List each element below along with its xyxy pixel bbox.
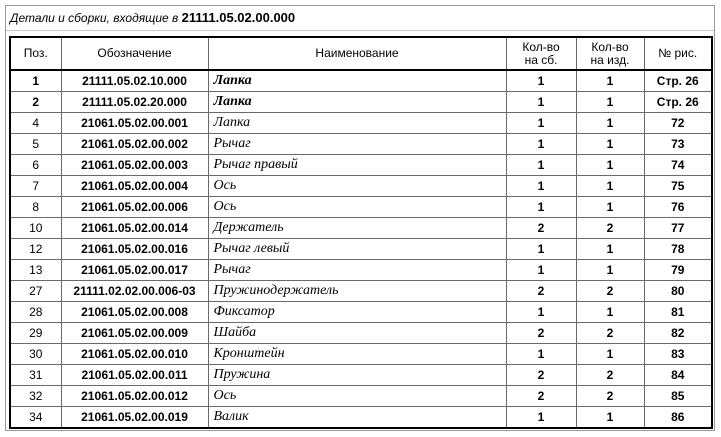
cell-name: Шайба <box>208 323 506 344</box>
table-row[interactable] <box>10 386 712 407</box>
col-header-qty-product-line1: Кол-во <box>591 39 629 54</box>
cell-fig: 77 <box>644 218 712 239</box>
parts-panel <box>5 5 715 431</box>
table-row[interactable] <box>10 323 712 344</box>
cell-fig: 84 <box>644 365 712 386</box>
cell-name: Ось <box>208 197 506 218</box>
table-header-row <box>10 37 712 70</box>
cell-qty-assembly: 2 <box>506 323 576 344</box>
cell-fig: 74 <box>644 155 712 176</box>
cell-pos: 28 <box>10 302 61 323</box>
col-header-designation[interactable]: Обозначение <box>61 37 208 70</box>
cell-qty-assembly: 1 <box>506 155 576 176</box>
cell-name: Рычаг правый <box>208 155 506 176</box>
cell-fig: 72 <box>644 113 712 134</box>
cell-pos: 32 <box>10 386 61 407</box>
cell-qty-assembly: 1 <box>506 70 576 92</box>
cell-name: Валик <box>208 407 506 429</box>
cell-fig: 85 <box>644 386 712 407</box>
cell-qty-product: 1 <box>576 176 644 197</box>
cell-qty-product: 1 <box>576 113 644 134</box>
cell-pos: 12 <box>10 239 61 260</box>
cell-qty-assembly: 2 <box>506 386 576 407</box>
cell-designation: 21061.05.02.00.001 <box>61 113 208 134</box>
table-row[interactable] <box>10 218 712 239</box>
cell-designation: 21061.05.02.00.010 <box>61 344 208 365</box>
cell-qty-product: 2 <box>576 386 644 407</box>
cell-name: Лапка <box>208 70 506 92</box>
cell-qty-assembly: 1 <box>506 92 576 113</box>
assembly-code: 21111.05.02.00.000 <box>181 10 296 25</box>
cell-pos: 8 <box>10 197 61 218</box>
cell-pos: 6 <box>10 155 61 176</box>
cell-qty-assembly: 1 <box>506 344 576 365</box>
cell-qty-assembly: 2 <box>506 281 576 302</box>
cell-qty-assembly: 1 <box>506 239 576 260</box>
panel-header <box>6 6 714 31</box>
col-header-qty-assembly-line2: на сб. <box>524 52 558 67</box>
col-header-qty-assembly-line1: Кол-во <box>522 39 560 54</box>
cell-name: Рычаг левый <box>208 239 506 260</box>
table-row[interactable] <box>10 344 712 365</box>
cell-qty-assembly: 1 <box>506 260 576 281</box>
cell-qty-assembly: 2 <box>506 365 576 386</box>
cell-designation: 21061.05.02.00.002 <box>61 134 208 155</box>
cell-pos: 31 <box>10 365 61 386</box>
col-header-qty-product-line2: на изд. <box>590 52 630 67</box>
cell-pos: 2 <box>10 92 61 113</box>
col-header-pos[interactable]: Поз. <box>10 37 61 70</box>
cell-name: Держатель <box>208 218 506 239</box>
table-row[interactable] <box>10 260 712 281</box>
cell-name: Пружинодержатель <box>208 281 506 302</box>
table-row[interactable] <box>10 113 712 134</box>
cell-fig: 79 <box>644 260 712 281</box>
cell-qty-product: 1 <box>576 344 644 365</box>
cell-pos: 10 <box>10 218 61 239</box>
cell-pos: 30 <box>10 344 61 365</box>
cell-name: Лапка <box>208 113 506 134</box>
table-row[interactable] <box>10 365 712 386</box>
cell-fig: 81 <box>644 302 712 323</box>
cell-pos: 13 <box>10 260 61 281</box>
cell-fig: 82 <box>644 323 712 344</box>
col-header-qty-assembly[interactable] <box>506 37 576 70</box>
cell-designation: 21061.05.02.00.009 <box>61 323 208 344</box>
cell-pos: 4 <box>10 113 61 134</box>
cell-pos: 34 <box>10 407 61 429</box>
cell-designation: 21061.05.02.00.014 <box>61 218 208 239</box>
cell-qty-product: 2 <box>576 218 644 239</box>
cell-qty-assembly: 1 <box>506 176 576 197</box>
table-row[interactable] <box>10 197 712 218</box>
cell-fig: 86 <box>644 407 712 429</box>
cell-designation: 21061.05.02.00.012 <box>61 386 208 407</box>
cell-fig: 73 <box>644 134 712 155</box>
cell-designation: 21061.05.02.00.011 <box>61 365 208 386</box>
table-row[interactable] <box>10 302 712 323</box>
cell-qty-product: 1 <box>576 155 644 176</box>
cell-pos: 29 <box>10 323 61 344</box>
cell-designation: 21061.05.02.00.019 <box>61 407 208 429</box>
table-row[interactable] <box>10 176 712 197</box>
cell-designation: 21111.05.02.10.000 <box>61 70 208 92</box>
cell-designation: 21061.05.02.00.016 <box>61 239 208 260</box>
cell-qty-assembly: 1 <box>506 113 576 134</box>
cell-pos: 1 <box>10 70 61 92</box>
cell-qty-assembly: 1 <box>506 134 576 155</box>
table-row[interactable] <box>10 407 712 429</box>
table-row[interactable] <box>10 239 712 260</box>
table-row[interactable] <box>10 92 712 113</box>
cell-fig: 76 <box>644 197 712 218</box>
cell-name: Рычаг <box>208 260 506 281</box>
header-prefix: Детали и сборки, входящие в <box>10 11 182 25</box>
cell-name: Ось <box>208 386 506 407</box>
cell-qty-product: 2 <box>576 365 644 386</box>
cell-qty-product: 1 <box>576 197 644 218</box>
cell-qty-product: 1 <box>576 70 644 92</box>
cell-designation: 21061.05.02.00.017 <box>61 260 208 281</box>
cell-pos: 7 <box>10 176 61 197</box>
cell-qty-product: 1 <box>576 239 644 260</box>
cell-qty-product: 1 <box>576 92 644 113</box>
parts-table <box>9 36 713 429</box>
cell-qty-product: 2 <box>576 323 644 344</box>
cell-qty-product: 1 <box>576 260 644 281</box>
cell-fig: Стр. 26 <box>644 70 712 92</box>
cell-name: Рычаг <box>208 134 506 155</box>
cell-qty-assembly: 1 <box>506 407 576 429</box>
cell-qty-product: 1 <box>576 134 644 155</box>
cell-fig: 83 <box>644 344 712 365</box>
cell-name: Кронштейн <box>208 344 506 365</box>
table-row[interactable] <box>10 281 712 302</box>
cell-designation: 21111.05.02.20.000 <box>61 92 208 113</box>
cell-designation: 21111.02.02.00.006-03 <box>61 281 208 302</box>
cell-name: Ось <box>208 176 506 197</box>
table-row[interactable] <box>10 134 712 155</box>
cell-name: Пружина <box>208 365 506 386</box>
cell-qty-product: 1 <box>576 302 644 323</box>
cell-designation: 21061.05.02.00.004 <box>61 176 208 197</box>
col-header-fig[interactable]: № рис. <box>644 37 712 70</box>
cell-designation: 21061.05.02.00.008 <box>61 302 208 323</box>
col-header-name[interactable]: Наименование <box>208 37 506 70</box>
cell-name: Фиксатор <box>208 302 506 323</box>
parts-table-wrap <box>9 36 711 429</box>
table-row[interactable] <box>10 155 712 176</box>
cell-pos: 5 <box>10 134 61 155</box>
cell-fig: 78 <box>644 239 712 260</box>
cell-designation: 21061.05.02.00.006 <box>61 197 208 218</box>
cell-qty-product: 1 <box>576 407 644 429</box>
cell-fig: Стр. 26 <box>644 92 712 113</box>
cell-fig: 75 <box>644 176 712 197</box>
cell-qty-assembly: 2 <box>506 218 576 239</box>
cell-name: Лапка <box>208 92 506 113</box>
cell-qty-product: 2 <box>576 281 644 302</box>
col-header-qty-product[interactable] <box>576 37 644 70</box>
table-row[interactable] <box>10 70 712 92</box>
cell-fig: 80 <box>644 281 712 302</box>
cell-qty-assembly: 1 <box>506 302 576 323</box>
cell-qty-assembly: 1 <box>506 197 576 218</box>
cell-pos: 27 <box>10 281 61 302</box>
cell-designation: 21061.05.02.00.003 <box>61 155 208 176</box>
